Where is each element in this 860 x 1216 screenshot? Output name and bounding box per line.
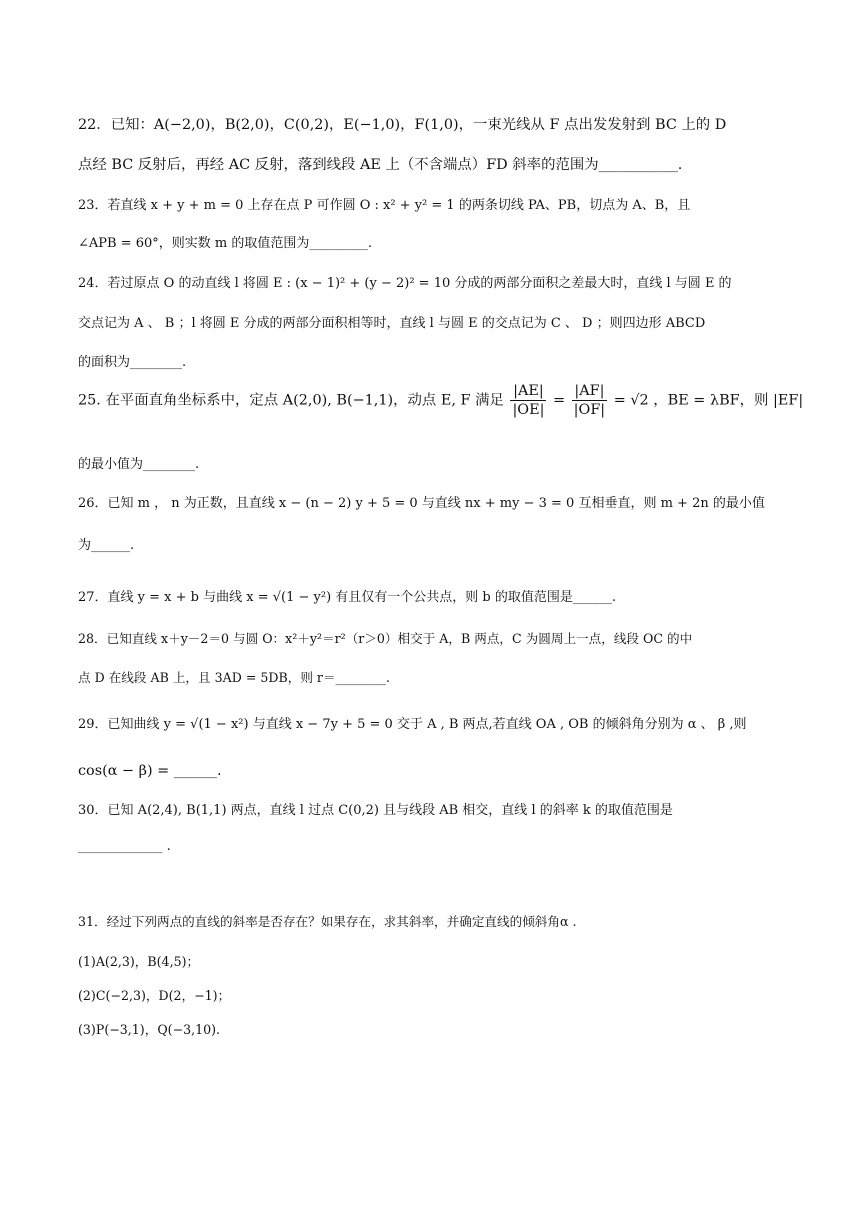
problem-31-item-1: (1)A(2,3)，B(4,5)；	[78, 954, 200, 969]
fraction-numerator: |AF|	[572, 382, 607, 401]
fraction-ae-oe	[510, 382, 546, 419]
problem-31-item-2: (2)C(−2,3)，D(2，−1)；	[78, 988, 231, 1003]
fraction-denominator: |OF|	[573, 402, 606, 418]
problem-28-line-1: 28．已知直线 x＋y－2＝0 与圆 O：x²＋y²＝r²（r＞0）相交于 A，B 两点，C 为圆周上一点，线段 OC 的中	[78, 631, 693, 646]
problem-24-line-2: 交点记为 A 、 B ；l 将圆 E 分成的两部分面积相等时，直线 l 与圆 E 的交点记为 C 、 D ；则四边形 ABCD	[78, 316, 706, 331]
problem-24-line-1: 24．若过原点 O 的动直线 l 将圆 E : (x − 1)² + (y − 2)² = 10 分成的两部分面积之差最大时，直线 l 与圆 E 的	[78, 276, 732, 291]
problem-31-line-1: 31．经过下列两点的直线的斜率是否存在？如果存在，求其斜率，并确定直线的倾斜角α .	[78, 914, 577, 929]
fraction-denominator: |OE|	[512, 402, 545, 418]
problem-26-line-1: 26．已知 m ， n 为正数，且直线 x − (n − 2) y + 5 = 0 与直线 nx + my − 3 = 0 互相垂直，则 m + 2n 的最小值	[78, 496, 765, 511]
problem-23-line-2: ∠APB = 60°，则实数 m 的取值范围为_________.	[78, 236, 373, 251]
fraction-af-of	[572, 382, 607, 419]
equals-sign: =	[553, 392, 566, 409]
problem-25-suffix: = √2 ，BE = λBF，则 |EF|	[613, 392, 804, 409]
problem-31-item-3: (3)P(−3,1)，Q(−3,10).	[78, 1022, 221, 1037]
problem-30-line-2: _____________ .	[78, 839, 171, 854]
problem-25-line-1	[78, 382, 803, 419]
fraction-numerator: |AE|	[510, 382, 546, 401]
problem-28-line-2: 点 D 在线段 AB 上，且 3AD = 5DB，则 r＝________.	[78, 670, 390, 685]
problem-23-line-1: 23．若直线 x + y + m = 0 上存在点 P 可作圆 O : x² + y² = 1 的两条切线 PA、PB，切点为 A、B，且	[78, 198, 691, 213]
problem-29-line-2: cos(α − β) = ______.	[78, 763, 222, 779]
problem-27-line-1: 27．直线 y = x + b 与曲线 x = √(1 − y²) 有且仅有一个公共点，则 b 的取值范围是______.	[78, 590, 617, 605]
problem-26-line-2: 为______.	[78, 538, 135, 553]
problem-24-line-3: 的面积为________.	[78, 355, 187, 370]
problem-29-line-1: 29．已知曲线 y = √(1 − x²) 与直线 x − 7y + 5 = 0 交于 A , B 两点,若直线 OA , OB 的倾斜角分别为 α 、 β ,则	[78, 717, 747, 732]
problem-25-prefix: 25. 在平面直角坐标系中，定点 A(2,0), B(−1,1)，动点 E, F 满足	[78, 392, 504, 409]
problem-25-line-2: 的最小值为________.	[78, 457, 200, 472]
problem-22-line-1: 22．已知：A(−2,0)，B(2,0)，C(0,2)，E(−1,0)，F(1,0)，一束光线从 F 点出发发射到 BC 上的 D	[78, 117, 727, 133]
problem-30-line-1: 30．已知 A(2,4), B(1,1) 两点，直线 l 过点 C(0,2) 且与线段 AB 相交，直线 l 的斜率 k 的取值范围是	[78, 803, 673, 818]
problem-22-line-2: 点经 BC 反射后，再经 AC 反射，落到线段 AE 上（不含端点）FD 斜率的范围为___________.	[78, 157, 683, 173]
